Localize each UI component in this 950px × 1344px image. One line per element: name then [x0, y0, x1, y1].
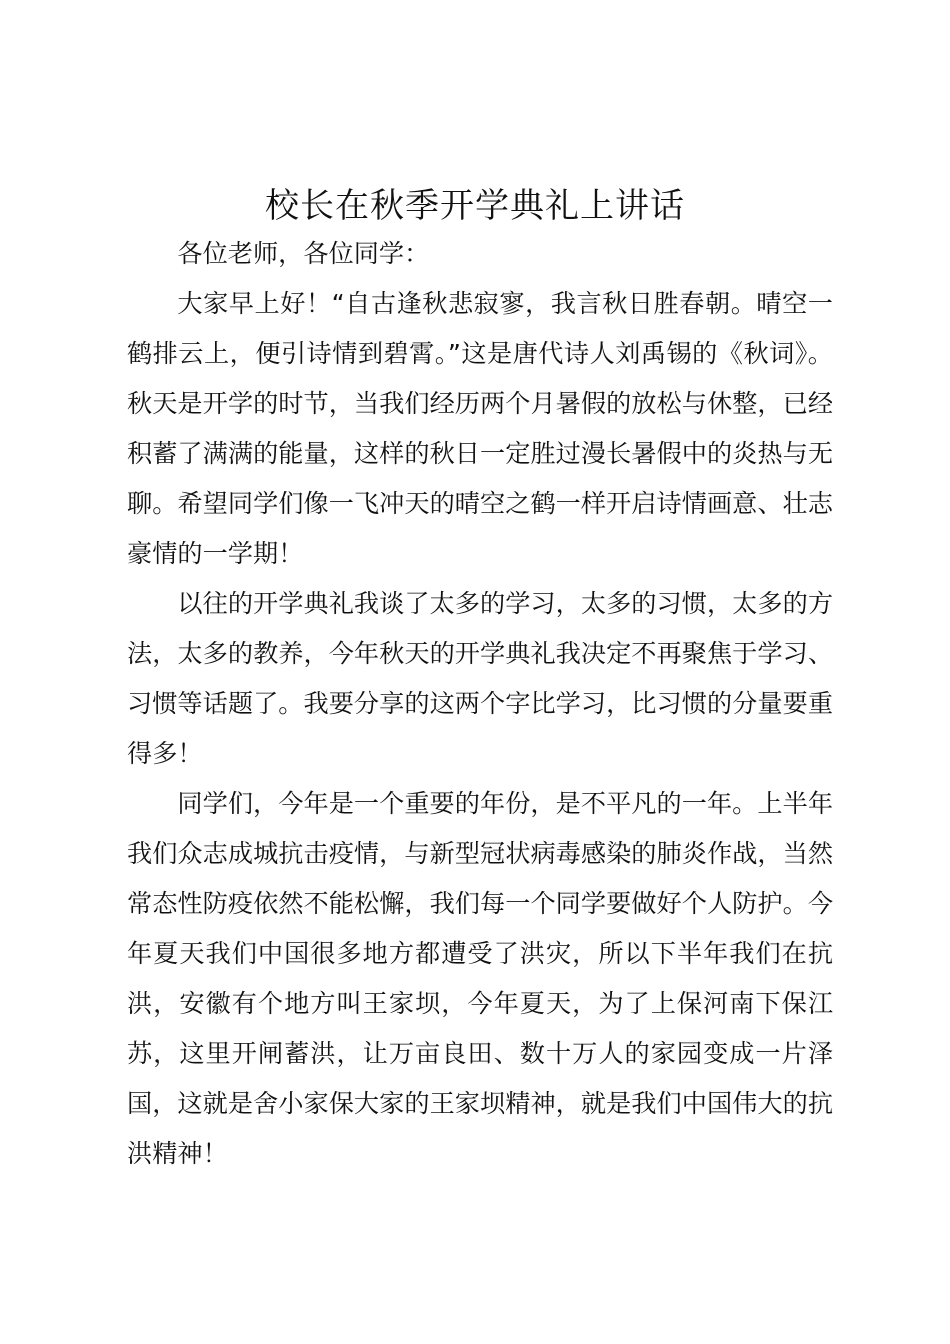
events-paragraph: 同学们，今年是一个重要的年份，是不平凡的一年。上半年我们众志成城抗击疫情，与新型冠状病毒感染的肺炎作战，当然常态性防疫依然不能松懈，我们每一个同学要做好个人防护。今年夏天我们中国很多地方都遭受了洪灾，所以下半年我们在抗洪，安徽有个地方叫王家坝，今年夏天，为了上保河南下保江苏，这里开闸蓄洪，让万亩良田、数十万人的家园变成一片泽国，这就是舍小家保大家的王家坝精神，就是我们中国伟大的抗洪精神！ [127, 789, 833, 1168]
opening-paragraph: 大家早上好！“自古逢秋悲寂寥，我言秋日胜春朝。晴空一鹤排云上，便引诗情到碧霄。”这是唐代诗人刘禹锡的《秋词》。秋天是开学的时节，当我们经历两个月暑假的放松与休整，已经积蓄了满满的能量，这样的秋日一定胜过漫长暑假中的炎热与无聊。希望同学们像一飞冲天的晴空之鹤一样开启诗情画意、壮志豪情的一学期！ [127, 289, 833, 568]
document-body [127, 229, 833, 1179]
salutation-paragraph: 各位老师，各位同学： [177, 239, 430, 268]
page-title: 校长在秋季开学典礼上讲话 [265, 186, 685, 226]
topic-paragraph: 以往的开学典礼我谈了太多的学习，太多的习惯，太多的方法，太多的教养，今年秋天的开学典礼我决定不再聚焦于学习、习惯等话题了。我要分享的这两个字比学习，比习惯的分量要重得多！ [127, 589, 833, 768]
